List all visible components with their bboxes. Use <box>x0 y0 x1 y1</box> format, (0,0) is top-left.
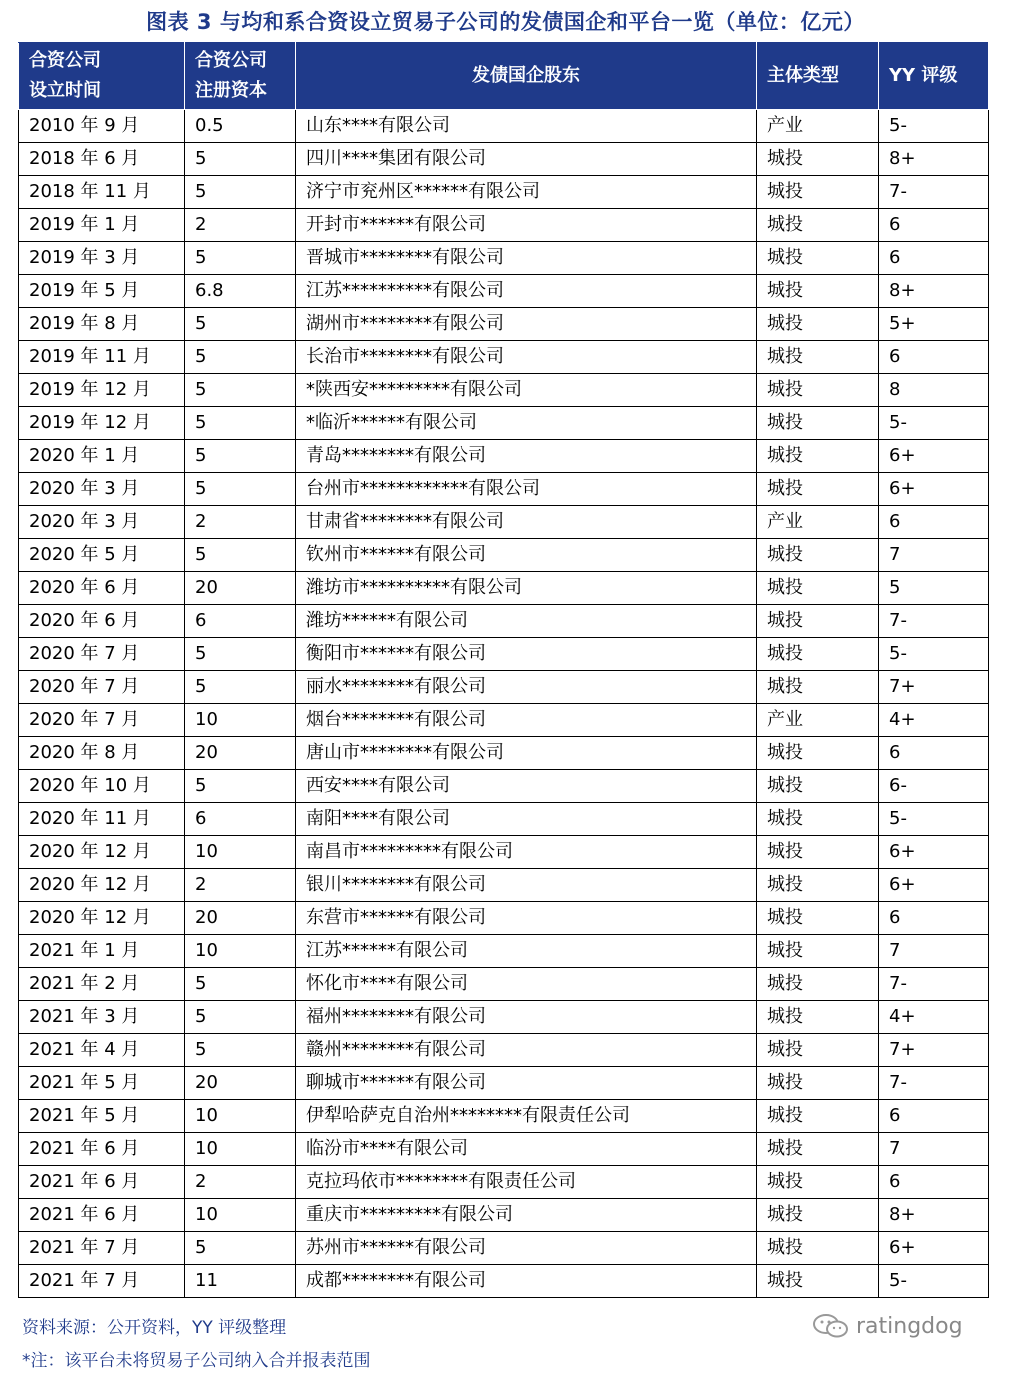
cell-yy-rating: 6 <box>879 506 989 539</box>
cell-yy-rating: 5- <box>879 407 989 440</box>
cell-registered-capital: 5 <box>185 539 296 572</box>
cell-entity-type: 城投 <box>757 836 879 869</box>
cell-registered-capital: 2 <box>185 869 296 902</box>
cell-yy-rating: 7- <box>879 176 989 209</box>
cell-shareholder: 南昌市*********有限公司 <box>296 836 757 869</box>
cell-registered-capital: 11 <box>185 1265 296 1298</box>
table-row <box>19 1199 989 1232</box>
cell-entity-type: 产业 <box>757 704 879 737</box>
cell-entity-type: 城投 <box>757 572 879 605</box>
cell-registered-capital: 2 <box>185 1166 296 1199</box>
cell-establish-date: 2021 年 4 月 <box>19 1034 185 1067</box>
cell-yy-rating: 7+ <box>879 671 989 704</box>
cell-shareholder: 四川****集团有限公司 <box>296 143 757 176</box>
cell-yy-rating: 6 <box>879 737 989 770</box>
cell-establish-date: 2019 年 8 月 <box>19 308 185 341</box>
cell-shareholder: 衡阳市******有限公司 <box>296 638 757 671</box>
cell-shareholder: 南阳****有限公司 <box>296 803 757 836</box>
cell-yy-rating: 8+ <box>879 143 989 176</box>
cell-registered-capital: 0.5 <box>185 110 296 143</box>
cell-entity-type: 城投 <box>757 770 879 803</box>
header-yy-rating <box>879 43 989 110</box>
cell-shareholder: 长治市********有限公司 <box>296 341 757 374</box>
cell-entity-type: 城投 <box>757 1199 879 1232</box>
cell-shareholder: 台州市************有限公司 <box>296 473 757 506</box>
table-row <box>19 968 989 1001</box>
cell-establish-date: 2021 年 2 月 <box>19 968 185 1001</box>
cell-establish-date: 2020 年 7 月 <box>19 638 185 671</box>
cell-shareholder: 青岛********有限公司 <box>296 440 757 473</box>
cell-registered-capital: 10 <box>185 1199 296 1232</box>
table-row <box>19 242 989 275</box>
cell-shareholder: 聊城市******有限公司 <box>296 1067 757 1100</box>
table-row <box>19 539 989 572</box>
cell-establish-date: 2020 年 12 月 <box>19 836 185 869</box>
cell-yy-rating: 7+ <box>879 1034 989 1067</box>
cell-registered-capital: 20 <box>185 902 296 935</box>
header-line: YY 评级 <box>889 65 958 86</box>
cell-entity-type: 城投 <box>757 209 879 242</box>
table-row <box>19 1133 989 1166</box>
cell-entity-type: 城投 <box>757 803 879 836</box>
cell-shareholder: 甘肃省********有限公司 <box>296 506 757 539</box>
cell-entity-type: 城投 <box>757 1232 879 1265</box>
cell-shareholder: 银川********有限公司 <box>296 869 757 902</box>
cell-shareholder: 晋城市********有限公司 <box>296 242 757 275</box>
cell-yy-rating: 8+ <box>879 1199 989 1232</box>
cell-yy-rating: 7 <box>879 935 989 968</box>
cell-shareholder: 怀化市****有限公司 <box>296 968 757 1001</box>
cell-establish-date: 2021 年 6 月 <box>19 1166 185 1199</box>
cell-yy-rating: 6 <box>879 242 989 275</box>
cell-registered-capital: 10 <box>185 935 296 968</box>
cell-yy-rating: 6 <box>879 902 989 935</box>
header-line: 合资公司 <box>29 50 101 71</box>
table-row <box>19 110 989 143</box>
cell-establish-date: 2020 年 8 月 <box>19 737 185 770</box>
table-row <box>19 209 989 242</box>
cell-registered-capital: 5 <box>185 374 296 407</box>
cell-registered-capital: 2 <box>185 209 296 242</box>
figure-title: 图表 3 与均和系合资设立贸易子公司的发债国企和平台一览（单位：亿元） <box>146 10 865 34</box>
table-row <box>19 473 989 506</box>
cell-establish-date: 2020 年 6 月 <box>19 572 185 605</box>
source-note: 资料来源：公开资料，YY 评级整理 <box>22 1318 287 1338</box>
watermark-text: ratingdog <box>856 1313 963 1339</box>
table-header-row <box>19 43 989 110</box>
cell-yy-rating: 4+ <box>879 704 989 737</box>
cell-shareholder: *陕西安*********有限公司 <box>296 374 757 407</box>
cell-registered-capital: 5 <box>185 242 296 275</box>
cell-establish-date: 2020 年 12 月 <box>19 869 185 902</box>
cell-establish-date: 2020 年 3 月 <box>19 506 185 539</box>
cell-establish-date: 2019 年 12 月 <box>19 407 185 440</box>
cell-yy-rating: 6+ <box>879 869 989 902</box>
cell-entity-type: 城投 <box>757 1265 879 1298</box>
table-row <box>19 935 989 968</box>
header-line: 设立时间 <box>29 80 101 101</box>
cell-establish-date: 2020 年 10 月 <box>19 770 185 803</box>
cell-establish-date: 2018 年 11 月 <box>19 176 185 209</box>
header-registered-capital <box>185 43 296 110</box>
cell-establish-date: 2020 年 11 月 <box>19 803 185 836</box>
cell-registered-capital: 5 <box>185 308 296 341</box>
cell-yy-rating: 5- <box>879 638 989 671</box>
cell-establish-date: 2019 年 1 月 <box>19 209 185 242</box>
cell-yy-rating: 4+ <box>879 1001 989 1034</box>
cell-entity-type: 城投 <box>757 1100 879 1133</box>
cell-shareholder: 苏州市******有限公司 <box>296 1232 757 1265</box>
cell-yy-rating: 6 <box>879 341 989 374</box>
header-entity-type <box>757 43 879 110</box>
cell-registered-capital: 6.8 <box>185 275 296 308</box>
table-row <box>19 1001 989 1034</box>
cell-establish-date: 2021 年 5 月 <box>19 1100 185 1133</box>
cell-establish-date: 2021 年 3 月 <box>19 1001 185 1034</box>
cell-establish-date: 2018 年 6 月 <box>19 143 185 176</box>
cell-entity-type: 城投 <box>757 143 879 176</box>
cell-entity-type: 城投 <box>757 242 879 275</box>
table-row <box>19 803 989 836</box>
table-row <box>19 506 989 539</box>
table-row <box>19 1232 989 1265</box>
cell-shareholder: 西安****有限公司 <box>296 770 757 803</box>
table-row <box>19 836 989 869</box>
cell-establish-date: 2021 年 1 月 <box>19 935 185 968</box>
table-body <box>19 110 989 1298</box>
cell-registered-capital: 5 <box>185 770 296 803</box>
cell-entity-type: 城投 <box>757 737 879 770</box>
header-line: 发债国企股东 <box>472 65 580 86</box>
cell-entity-type: 城投 <box>757 407 879 440</box>
cell-establish-date: 2021 年 7 月 <box>19 1232 185 1265</box>
cell-entity-type: 城投 <box>757 869 879 902</box>
cell-shareholder: 烟台********有限公司 <box>296 704 757 737</box>
cell-entity-type: 产业 <box>757 506 879 539</box>
cell-entity-type: 城投 <box>757 539 879 572</box>
header-shareholder <box>296 43 757 110</box>
cell-establish-date: 2019 年 3 月 <box>19 242 185 275</box>
table-row <box>19 308 989 341</box>
cell-registered-capital: 5 <box>185 1232 296 1265</box>
cell-registered-capital: 6 <box>185 803 296 836</box>
cell-yy-rating: 6 <box>879 1166 989 1199</box>
table-row <box>19 341 989 374</box>
cell-shareholder: *临沂******有限公司 <box>296 407 757 440</box>
cell-registered-capital: 10 <box>185 1100 296 1133</box>
cell-yy-rating: 5 <box>879 572 989 605</box>
cell-yy-rating: 6 <box>879 209 989 242</box>
cell-yy-rating: 8 <box>879 374 989 407</box>
cell-entity-type: 城投 <box>757 605 879 638</box>
cell-entity-type: 城投 <box>757 968 879 1001</box>
table-row <box>19 176 989 209</box>
table-row <box>19 902 989 935</box>
cell-yy-rating: 7 <box>879 1133 989 1166</box>
jv-table <box>18 42 989 1298</box>
cell-shareholder: 临汾市****有限公司 <box>296 1133 757 1166</box>
cell-entity-type: 城投 <box>757 341 879 374</box>
cell-yy-rating: 5- <box>879 1265 989 1298</box>
cell-yy-rating: 5- <box>879 110 989 143</box>
footnote: *注：该平台未将贸易子公司纳入合并报表范围 <box>22 1351 371 1371</box>
cell-establish-date: 2010 年 9 月 <box>19 110 185 143</box>
cell-registered-capital: 5 <box>185 473 296 506</box>
cell-establish-date: 2020 年 5 月 <box>19 539 185 572</box>
cell-establish-date: 2020 年 12 月 <box>19 902 185 935</box>
cell-yy-rating: 5+ <box>879 308 989 341</box>
cell-registered-capital: 2 <box>185 506 296 539</box>
cell-yy-rating: 5- <box>879 803 989 836</box>
cell-registered-capital: 10 <box>185 704 296 737</box>
cell-shareholder: 重庆市*********有限公司 <box>296 1199 757 1232</box>
header-establish-date <box>19 43 185 110</box>
cell-shareholder: 克拉玛依市********有限责任公司 <box>296 1166 757 1199</box>
cell-registered-capital: 5 <box>185 407 296 440</box>
cell-shareholder: 潍坊******有限公司 <box>296 605 757 638</box>
cell-yy-rating: 7- <box>879 605 989 638</box>
cell-shareholder: 开封市******有限公司 <box>296 209 757 242</box>
table-row <box>19 1100 989 1133</box>
cell-shareholder: 江苏**********有限公司 <box>296 275 757 308</box>
cell-entity-type: 城投 <box>757 308 879 341</box>
cell-yy-rating: 6+ <box>879 1232 989 1265</box>
table-row <box>19 704 989 737</box>
cell-registered-capital: 5 <box>185 341 296 374</box>
cell-registered-capital: 5 <box>185 1001 296 1034</box>
cell-entity-type: 城投 <box>757 1067 879 1100</box>
cell-yy-rating: 8+ <box>879 275 989 308</box>
cell-shareholder: 济宁市兖州区******有限公司 <box>296 176 757 209</box>
cell-shareholder: 福州********有限公司 <box>296 1001 757 1034</box>
cell-shareholder: 山东****有限公司 <box>296 110 757 143</box>
cell-registered-capital: 5 <box>185 638 296 671</box>
table-row <box>19 638 989 671</box>
cell-registered-capital: 5 <box>185 440 296 473</box>
cell-registered-capital: 5 <box>185 176 296 209</box>
cell-yy-rating: 7- <box>879 1067 989 1100</box>
cell-establish-date: 2021 年 6 月 <box>19 1133 185 1166</box>
cell-yy-rating: 6+ <box>879 473 989 506</box>
table-row <box>19 1034 989 1067</box>
cell-shareholder: 东营市******有限公司 <box>296 902 757 935</box>
cell-yy-rating: 6+ <box>879 836 989 869</box>
watermark <box>812 1313 963 1339</box>
cell-yy-rating: 7- <box>879 968 989 1001</box>
cell-entity-type: 城投 <box>757 1166 879 1199</box>
cell-registered-capital: 10 <box>185 1133 296 1166</box>
cell-shareholder: 丽水********有限公司 <box>296 671 757 704</box>
cell-shareholder: 钦州市******有限公司 <box>296 539 757 572</box>
cell-establish-date: 2019 年 12 月 <box>19 374 185 407</box>
cell-yy-rating: 6- <box>879 770 989 803</box>
cell-registered-capital: 20 <box>185 572 296 605</box>
table-row <box>19 275 989 308</box>
table-row <box>19 374 989 407</box>
cell-registered-capital: 20 <box>185 737 296 770</box>
cell-establish-date: 2021 年 6 月 <box>19 1199 185 1232</box>
cell-shareholder: 唐山市********有限公司 <box>296 737 757 770</box>
cell-entity-type: 城投 <box>757 374 879 407</box>
cell-registered-capital: 10 <box>185 836 296 869</box>
header-line: 合资公司 <box>195 50 267 71</box>
cell-registered-capital: 6 <box>185 605 296 638</box>
cell-establish-date: 2019 年 5 月 <box>19 275 185 308</box>
cell-entity-type: 城投 <box>757 1133 879 1166</box>
cell-establish-date: 2021 年 5 月 <box>19 1067 185 1100</box>
cell-entity-type: 城投 <box>757 440 879 473</box>
table-row <box>19 440 989 473</box>
header-line: 主体类型 <box>767 65 839 86</box>
table-row <box>19 143 989 176</box>
cell-registered-capital: 5 <box>185 671 296 704</box>
cell-establish-date: 2019 年 11 月 <box>19 341 185 374</box>
table-row <box>19 572 989 605</box>
cell-yy-rating: 6+ <box>879 440 989 473</box>
cell-entity-type: 城投 <box>757 671 879 704</box>
table-row <box>19 605 989 638</box>
table-row <box>19 1067 989 1100</box>
cell-entity-type: 城投 <box>757 473 879 506</box>
table-row <box>19 1265 989 1298</box>
cell-entity-type: 城投 <box>757 935 879 968</box>
cell-shareholder: 潍坊市**********有限公司 <box>296 572 757 605</box>
table-row <box>19 869 989 902</box>
cell-entity-type: 城投 <box>757 275 879 308</box>
cell-establish-date: 2020 年 1 月 <box>19 440 185 473</box>
cell-establish-date: 2021 年 7 月 <box>19 1265 185 1298</box>
table-row <box>19 1166 989 1199</box>
cell-shareholder: 伊犁哈萨克自治州********有限责任公司 <box>296 1100 757 1133</box>
cell-shareholder: 江苏******有限公司 <box>296 935 757 968</box>
cell-yy-rating: 7 <box>879 539 989 572</box>
cell-registered-capital: 5 <box>185 143 296 176</box>
table-row <box>19 407 989 440</box>
cell-establish-date: 2020 年 7 月 <box>19 704 185 737</box>
cell-registered-capital: 20 <box>185 1067 296 1100</box>
table-row <box>19 770 989 803</box>
wechat-icon <box>812 1313 850 1339</box>
cell-shareholder: 成都********有限公司 <box>296 1265 757 1298</box>
cell-entity-type: 城投 <box>757 638 879 671</box>
cell-registered-capital: 5 <box>185 1034 296 1067</box>
cell-shareholder: 湖州市********有限公司 <box>296 308 757 341</box>
cell-shareholder: 赣州********有限公司 <box>296 1034 757 1067</box>
cell-entity-type: 产业 <box>757 110 879 143</box>
cell-establish-date: 2020 年 6 月 <box>19 605 185 638</box>
table-row <box>19 737 989 770</box>
cell-entity-type: 城投 <box>757 1001 879 1034</box>
table-row <box>19 671 989 704</box>
cell-entity-type: 城投 <box>757 176 879 209</box>
cell-registered-capital: 5 <box>185 968 296 1001</box>
cell-establish-date: 2020 年 3 月 <box>19 473 185 506</box>
cell-establish-date: 2020 年 7 月 <box>19 671 185 704</box>
cell-entity-type: 城投 <box>757 1034 879 1067</box>
cell-entity-type: 城投 <box>757 902 879 935</box>
header-line: 注册资本 <box>195 80 267 101</box>
cell-yy-rating: 6 <box>879 1100 989 1133</box>
